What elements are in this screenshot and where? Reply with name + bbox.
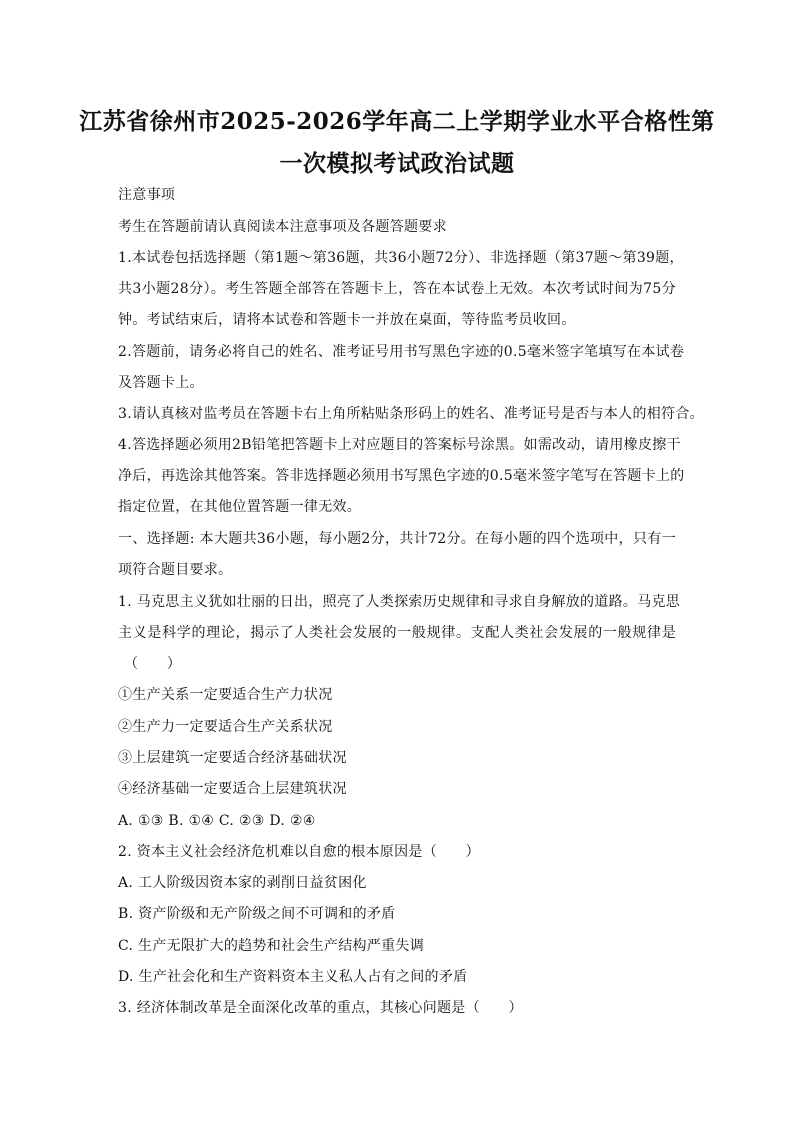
question-2-option-c: C. 生产无限扩大的趋势和社会生产结构严重失调 — [118, 938, 425, 954]
notice-item-1-line-3: 钟。考试结束后，请将本试卷和答题卡一并放在桌面，等待监考员收回。 — [118, 312, 576, 328]
notice-heading: 注意事项 — [118, 187, 176, 203]
question-1-stem-line-1: 1. 马克思主义犹如壮丽的日出，照亮了人类探索历史规律和寻求自身解放的道路。马克思 — [118, 594, 681, 610]
notice-item-2-line-1: 2.答题前，请务必将自己的姓名、准考证号用书写黑色字迹的0.5毫米签字笔填写在本试卷 — [118, 344, 685, 360]
question-1-item-4: ④经济基础一定要适合上层建筑状况 — [118, 781, 347, 797]
notice-item-4-line-2: 净后，再选涂其他答案。答非选择题必须用书写黑色字迹的0.5毫米签字笔写在答题卡上的 — [118, 468, 685, 484]
question-1-item-2: ②生产力一定要适合生产关系状况 — [118, 719, 333, 735]
notice-item-4-line-1: 4.答选择题必须用2B铅笔把答题卡上对应题目的答案标号涂黑。如需改动，请用橡皮擦干 — [118, 437, 681, 453]
notice-item-4-line-3: 指定位置，在其他位置答题一律无效。 — [118, 499, 362, 515]
question-1-options: A. ①③ B. ①④ C. ②③ D. ②④ — [118, 813, 316, 829]
notice-item-1-line-2: 共3小题28分）。考生答题全部答在答题卡上，答在本试卷上无效。本次考试时间为75分 — [118, 281, 676, 297]
question-2-option-a: A. 工人阶级因资本家的剥削日益贫困化 — [118, 875, 367, 891]
question-1-item-1: ①生产关系一定要适合生产力状况 — [118, 687, 333, 703]
question-1-blank: （ ） — [124, 656, 182, 672]
question-2-option-d: D. 生产社会化和生产资料资本主义私人占有之间的矛盾 — [118, 969, 468, 985]
section-1-line-1: 一、选择题: 本大题共36小题，每小题2分，共计72分。在每小题的四个选项中，只有一 — [118, 531, 676, 547]
question-3-stem: 3. 经济体制改革是全面深化改革的重点，其核心问题是（ ） — [118, 1000, 523, 1016]
notice-intro: 考生在答题前请认真阅读本注意事项及各题答题要求 — [118, 219, 447, 235]
question-1-item-3: ③上层建筑一定要适合经济基础状况 — [118, 750, 347, 766]
notice-item-2-line-2: 及答题卡上。 — [118, 375, 204, 391]
question-2-stem: 2. 资本主义社会经济危机难以自愈的根本原因是（ ） — [118, 844, 480, 860]
page-title-line-1: 江苏省徐州市2025-2026学年高二上学期学业水平合格性第 — [79, 108, 715, 135]
page-title-line-2: 一次模拟考试政治试题 — [279, 150, 515, 177]
section-1-line-2: 项符合题目要求。 — [118, 562, 233, 578]
question-1-stem-line-2: 主义是科学的理论，揭示了人类社会发展的一般规律。支配人类社会发展的一般规律是 — [118, 625, 676, 641]
notice-item-3-line-1: 3.请认真核对监考员在答题卡右上角所粘贴条形码上的姓名、准考证号是否与本人的相符合。 — [118, 406, 704, 422]
question-2-option-b: B. 资产阶级和无产阶级之间不可调和的矛盾 — [118, 906, 396, 922]
notice-item-1-line-1: 1.本试卷包括选择题（第1题～第36题，共36小题72分）、非选择题（第37题～第39题， — [118, 250, 684, 266]
